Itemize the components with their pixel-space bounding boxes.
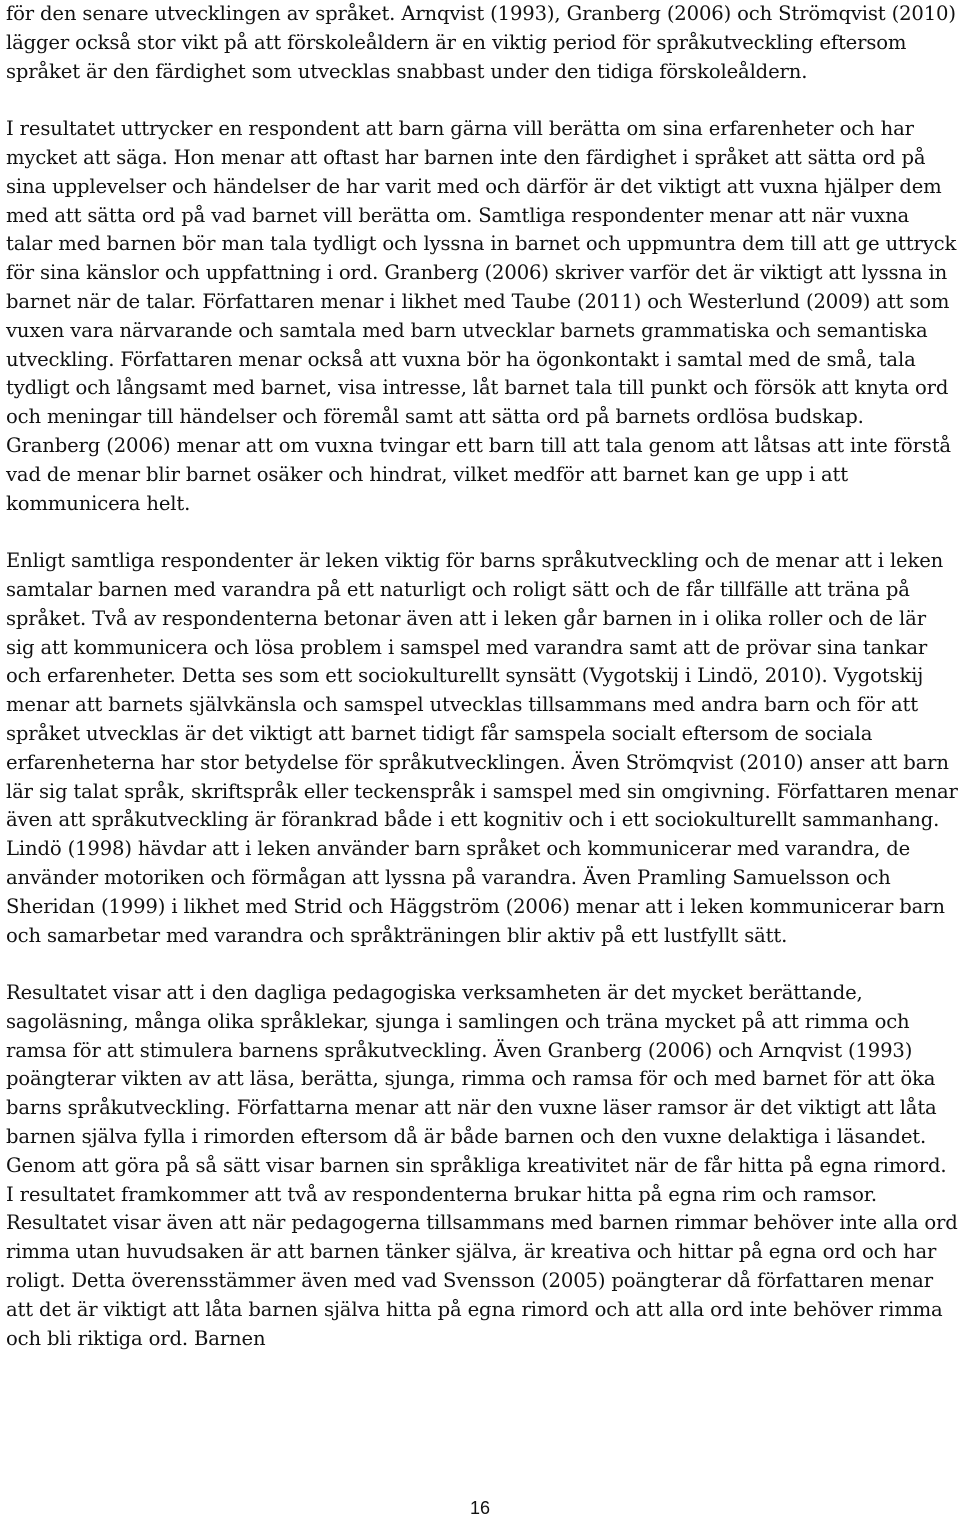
paragraph-3: Enligt samtliga respondenter är leken viktig för barns språkutveckling och de menar att i leken samtalar barnen med varandra på ett naturligt och roligt sätt och de får tillfälle att träna på språket. Två av respondenterna betonar även att i leken går barnen in i olika roller och de lär sig att kommunicera och lösa problem i samspel med varandra samt att de prövar sina tankar och erfarenheter. Detta ses som ett sociokulturellt synsätt (Vygotskij i Lindö, 2010). Vygotskij menar att barnets självkänsla och samspel utvecklas tillsammans med andra barn och för att språket utvecklas är det viktigt att barnet tidigt får samspela socialt eftersom de sociala erfarenheterna har stor betydelse för språkutvecklingen. Även Strömqvist (2010) anser att barn lär sig talat språk, skriftspråk eller teckenspråk i samspel med sin omgivning. Författaren menar även att språkutveckling är förankrad både i ett kognitiv och i ett sociokulturellt sammanhang. Lindö (1998) hävdar att i leken använder barn språket och kommunicerar med varandra, de använder motoriken och förmågan att lyssna på varandra. Även Pramling Samuelsson och Sheridan (1999) i likhet med Strid och Häggström (2006) menar att i leken kommunicerar barn och samarbetar med varandra och språkträningen blir aktiv på ett lustfyllt sätt. (6, 549, 958, 947)
paragraph-2: I resultatet uttrycker en respondent att barn gärna vill berätta om sina erfarenheter och har mycket att säga. Hon menar att oftast har barnen inte den färdighet i språket att sätta ord på sina upplevelser och händelser de har varit med och därför är det viktigt att vuxna hjälper dem med att sätta ord på vad barnet vill berätta om. Samtliga respondenter menar att när vuxna talar med barnen bör man tala tydligt och lyssna in barnet och uppmuntra dem till att ge uttryck för sina känslor och uppfattning i ord. Granberg (2006) skriver varför det är viktigt att lyssna in barnet när de talar. Författaren menar i likhet med Taube (2011) och Westerlund (2009) att som vuxen vara närvarande och samtala med barn utvecklar barnets grammatiska och semantiska utveckling. Författaren menar också att vuxna bör ha ögonkontakt i samtal med de små, tala tydligt och långsamt med barnet, visa intresse, låt barnet tala till punkt och försök att knyta ord och meningar till händelser och föremål samt att sätta ord på barnets ordlösa budskap. Granberg (2006) menar att om vuxna tvingar ett barn till att tala genom att låtsas att inte förstå vad de menar blir barnet osäker och hindrat, vilket medför att barnet kan ge upp i att kommunicera helt. (6, 117, 957, 515)
paragraph-4: Resultatet visar att i den dagliga pedagogiska verksamheten är det mycket berättande, sagoläsning, många olika språklekar, sjunga i samlingen och träna mycket på att rimma och ramsa för att stimulera barnens språkutveckling. Även Granberg (2006) och Arnqvist (1993) poängterar vikten av att läsa, berätta, sjunga, rimma och ramsa för och med barnet för att öka barns språkutveckling. Författarna menar att när den vuxne läser ramsor är det viktigt att låta barnen själva fylla i rimorden eftersom då är både barnen och den vuxne delaktiga i läsandet. Genom att göra på så sätt visar barnen sin språkliga kreativitet när de får hitta på egna rimord. I resultatet framkommer att två av respondenterna brukar hitta på egna rim och ramsor. Resultatet visar även att när pedagogerna tillsammans med barnen rimmar behöver inte alla ord rimma utan huvudsaken är att barnen tänker själva, är kreativa och hittar på egna ord och har roligt. Detta överensstämmer även med vad Svensson (2005) poängterar då författaren menar att det är viktigt att låta barnen själva hitta på egna rimord och att alla ord inte behöver rimma och bli riktiga ord. Barnen (6, 981, 958, 1350)
paragraph-1: för den senare utvecklingen av språket. Arnqvist (1993), Granberg (2006) och Strömqvist (2010) lägger också stor vikt på att förskoleåldern är en viktig period för språkutveckling eftersom språket är den färdighet som utvecklas snabbast under den tidiga förskoleåldern. (6, 2, 956, 83)
page-number: 16 (469, 1498, 491, 1518)
document-body (6, 0, 958, 1353)
